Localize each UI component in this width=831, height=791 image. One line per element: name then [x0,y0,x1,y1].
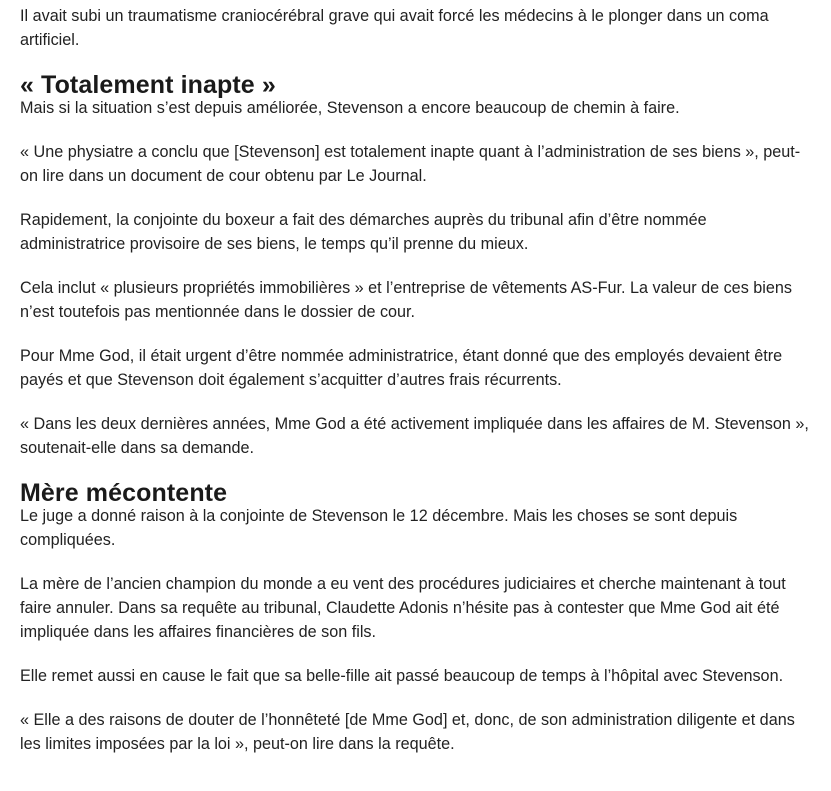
article-paragraph: « Elle a des raisons de douter de l’honnêteté [de Mme God] et, donc, de son administration diligente et dans les limites imposées par la loi », peut-on lire dans la requête. [20,711,795,753]
intro-paragraph: Il avait subi un traumatisme craniocérébral grave qui avait forcé les médecins à le plonger dans un coma artificiel. [20,7,769,49]
article-paragraph: « Dans les deux dernières années, Mme God a été activement impliquée dans les affaires de M. Stevenson », soutenait-elle dans sa demande. [20,415,809,457]
section-heading-mere-mecontente: Mère mécontente [20,479,228,507]
article-body [20,4,810,756]
article-paragraph: « Une physiatre a conclu que [Stevenson] est totalement inapte quant à l’administration de ses biens », peut-on lire dans un document de cour obtenu par Le Journal. [20,143,801,185]
article-paragraph: Elle remet aussi en cause le fait que sa belle-fille ait passé beaucoup de temps à l’hôpital avec Stevenson. [20,667,784,685]
article-paragraph: Le juge a donné raison à la conjointe de Stevenson le 12 décembre. Mais les choses se sont depuis compliquées. [20,507,738,549]
article-paragraph: Rapidement, la conjointe du boxeur a fait des démarches auprès du tribunal afin d’être nommée administratrice provisoire de ses biens, le temps qu’il prenne du mieux. [20,211,707,253]
article-paragraph: Cela inclut « plusieurs propriétés immobilières » et l’entreprise de vêtements AS-Fur. La valeur de ces biens n’est toutefois pas mentionnée dans le dossier de cour. [20,279,792,321]
section-heading-totalement-inapte: « Totalement inapte » [20,71,276,99]
article-paragraph: Pour Mme God, il était urgent d’être nommée administratrice, étant donné que des employés devaient être payés et que Stevenson doit également s’acquitter d’autres frais récurrents. [20,347,783,389]
article-paragraph: La mère de l’ancien champion du monde a eu vent des procédures judiciaires et cherche maintenant à tout faire annuler. Dans sa requête au tribunal, Claudette Adonis n’hésite pas à contester que Mme God ait été impliquée dans les affaires financières de son fils. [20,575,786,641]
article-paragraph: Mais si la situation s’est depuis améliorée, Stevenson a encore beaucoup de chemin à faire. [20,99,680,117]
